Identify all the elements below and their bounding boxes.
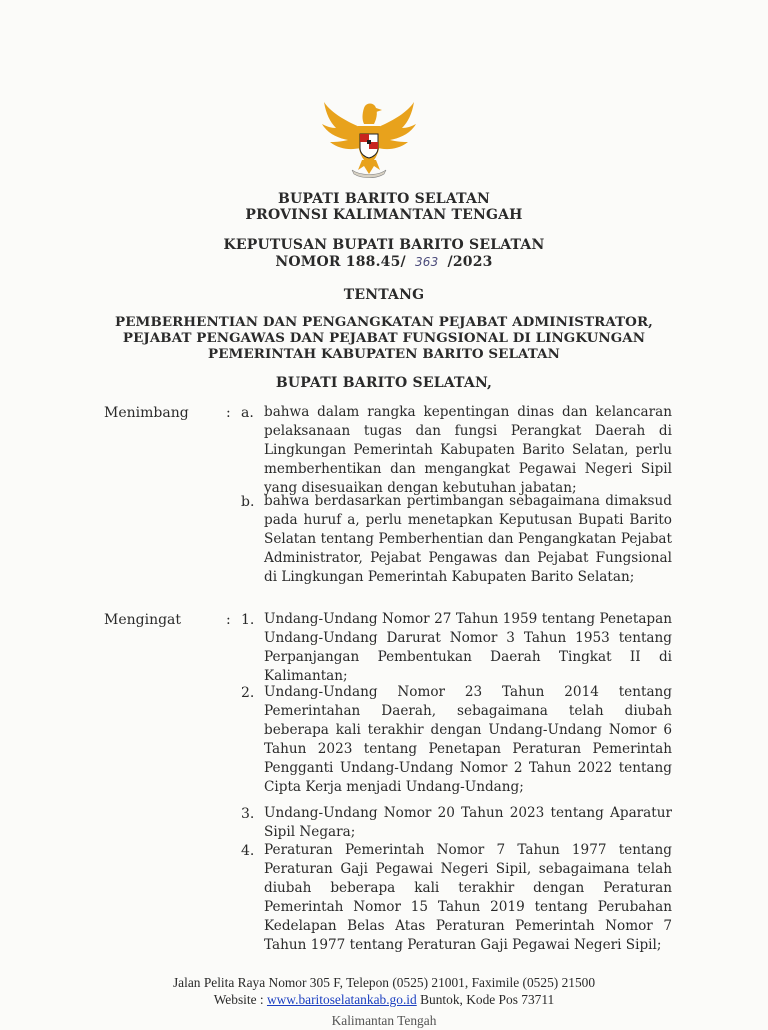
menimbang-item-a: bahwa dalam rangka kepentingan dinas dan kelancaran pelaksanaan tugas dan fungsi Perangkat Daerah di Lingkungan Pemerintah Kabupaten Barito Selatan, perlu memberhentikan dan mengangkat Pegawai Negeri Sipil yang disesuaikan dengan kebutuhan jabatan; [264,404,672,496]
mengingat-marker-2: 2. [241,685,255,701]
mengingat-label: Mengingat [104,612,182,628]
tentang-heading: TENTANG [343,287,425,303]
mengingat-item-2: Undang-Undang Nomor 23 Tahun 2014 tentang Pemerintahan Daerah, sebagaimana telah diubah beberapa kali terakhir dengan Undang-Undang Nomor 6 Tahun 2023 tentang Penetapan Peraturan Pemerintah Pengganti Undang-Undang Nomor 2 Tahun 2022 tentang Cipta Kerja menjadi Undang-Undang; [264,684,672,795]
footer-address: Jalan Pelita Raya Nomor 305 F, Telepon (0525) 21001, Faximile (0525) 21500 [172,975,596,990]
mengingat-item-3: Undang-Undang Nomor 20 Tahun 2023 tentang Aparatur Sipil Negara; [264,805,672,840]
mengingat-item-4: Peraturan Pemerintah Nomor 7 Tahun 1977 tentang Peraturan Gaji Pegawai Negeri Sipil, sebagaimana telah diubah beberapa kali terakhir dengan Peraturan Pemerintah Nomor 15 Tahun 2019 tentang Perubahan Kedelapan Belas Atas Peraturan Pemerintah Nomor 7 Tahun 1977 tentang Peraturan Gaji Pegawai Negeri Sipil; [264,842,672,953]
mengingat-marker-3: 3. [241,806,255,822]
subject-line-2: PEJABAT PENGAWAS DAN PEJABAT FUNGSIONAL DI LINGKUNGAN [122,330,646,346]
decree-title: KEPUTUSAN BUPATI BARITO SELATAN [223,237,545,253]
decree-number-prefix: NOMOR 188.45/ [275,254,406,270]
footer-province-partial: Kalimantan Tengah [331,1013,437,1028]
decree-number [0,253,768,271]
menimbang-colon: : [226,405,231,421]
menimbang-label: Menimbang [104,405,189,421]
garuda-emblem-icon [318,98,420,180]
decree-number-suffix: /2023 [447,254,493,270]
mengingat-marker-1: 1. [241,612,255,628]
issuer-heading: BUPATI BARITO SELATAN [277,191,491,207]
mengingat-marker-4: 4. [241,843,255,859]
menimbang-marker-b: b. [241,494,255,510]
footer-city-postal: Buntok, Kode Pos 73711 [420,992,555,1007]
footer-website-link[interactable]: www.baritoselatankab.go.id [266,992,417,1007]
mengingat-item-1: Undang-Undang Nomor 27 Tahun 1959 tentang Penetapan Undang-Undang Darurat Nomor 3 Tahun 1953 tentang Perpanjangan Pembentukan Daerah Tingkat II di Kalimantan; [264,611,672,684]
province-heading: PROVINSI KALIMANTAN TENGAH [245,207,523,223]
subject-line-1: PEMBERHENTIAN DAN PENGANGKATAN PEJABAT ADMINISTRATOR, [115,314,653,330]
issuer-signatory-heading: BUPATI BARITO SELATAN, [275,375,493,391]
footer-website-label: Website : [213,992,264,1007]
subject-line-3: PEMERINTAH KABUPATEN BARITO SELATAN [208,346,560,362]
menimbang-item-b: bahwa berdasarkan pertimbangan sebagaimana dimaksud pada huruf a, perlu menetapkan Keputusan Bupati Barito Selatan tentang Pemberhentian dan Pengangkatan Pejabat Administrator, Pejabat Pengawas dan Pejabat Fungsional di Lingkungan Pemerintah Kabupaten Barito Selatan; [264,493,672,585]
menimbang-marker-a: a. [241,405,254,421]
decree-number-handwritten: 363 [414,255,439,269]
mengingat-colon: : [226,612,231,628]
footer-website-line [0,991,768,1009]
